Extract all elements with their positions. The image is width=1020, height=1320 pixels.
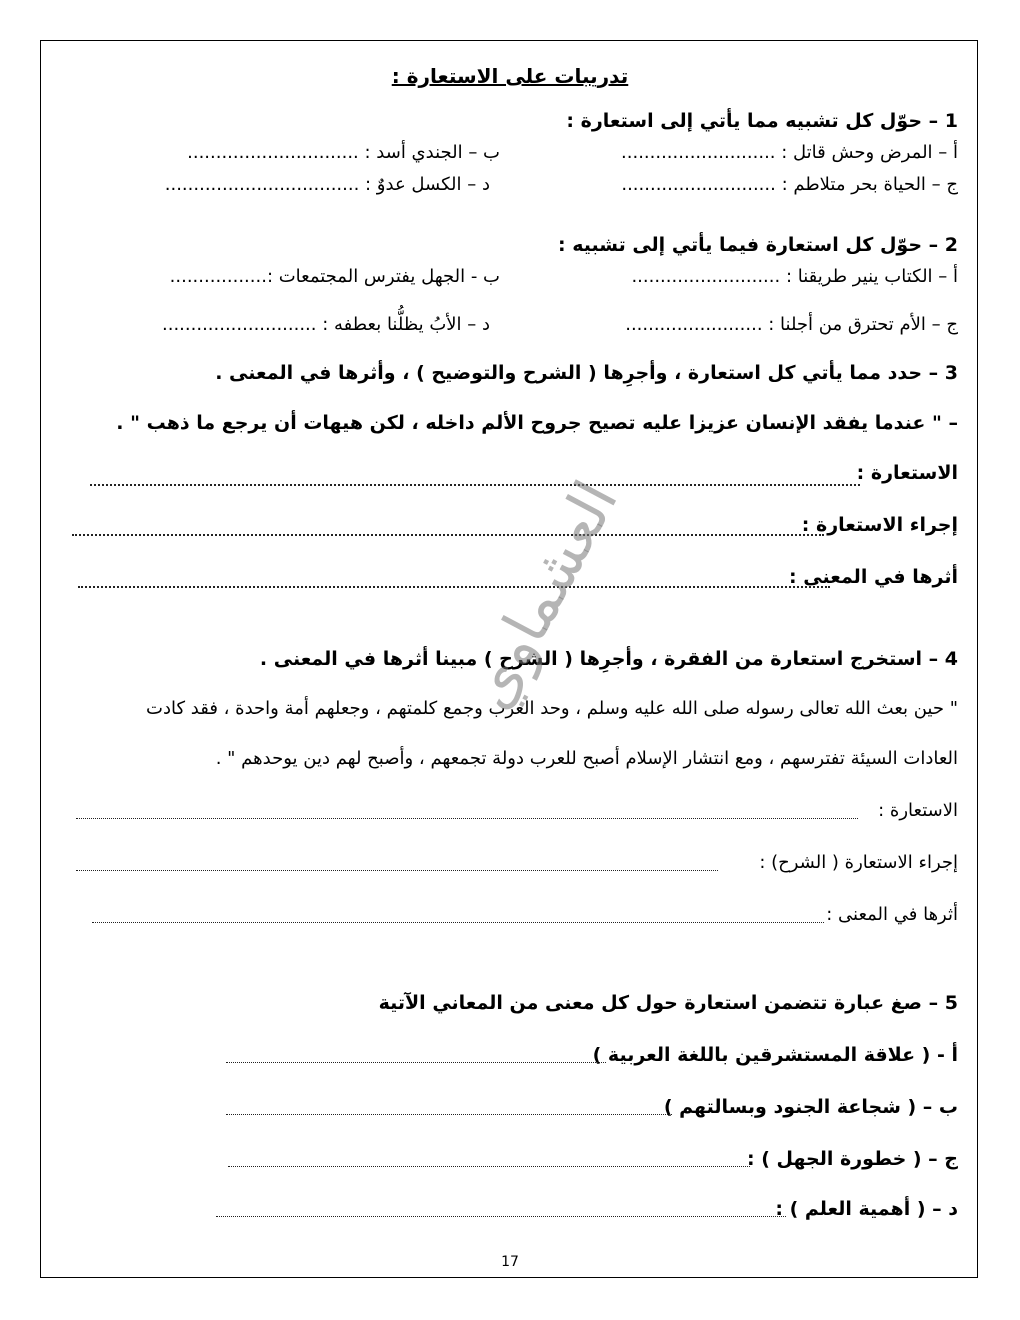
- q4-execution-answer-line[interactable]: [76, 870, 718, 871]
- q2-heading: 2 – حوّل كل استعارة فيما يأتي إلى تشبيه :: [558, 234, 958, 256]
- q5-item-c-answer-line[interactable]: [228, 1166, 750, 1167]
- page-title: تدريبات على الاستعارة :: [391, 64, 629, 88]
- page-number: 17: [501, 1254, 519, 1270]
- q3-execution-answer-line[interactable]: [72, 534, 824, 536]
- q3-heading: 3 – حدد مما يأتي كل استعارة ، وأجرِها ( الشرح والتوضيح ) ، وأثرها في المعنى .: [215, 362, 958, 384]
- q3-metaphor-answer-line[interactable]: [90, 484, 860, 486]
- q1-item-a: أ – المرض وحش قاتل : ...........................: [621, 142, 958, 163]
- q4-paragraph-line2: العادات السيئة تفترسهم ، ومع انتشار الإسلام أصبح للعرب دولة تجمعهم ، وأصبح لهم دين يوحدهم " .: [215, 748, 958, 769]
- watermark-text: العشماوي: [454, 469, 632, 721]
- q4-metaphor-answer-line[interactable]: [76, 818, 858, 819]
- q3-sentence: – " عندما يفقد الإنسان عزيزا عليه تصيح جروح الألم داخله ، لكن هيهات أن يرجع ما ذهب " .: [116, 412, 958, 434]
- q3-effect-label: أثرها في المعنى :: [789, 566, 958, 588]
- q4-metaphor-label: الاستعارة :: [878, 800, 958, 821]
- q5-item-a-answer-line[interactable]: [226, 1062, 606, 1063]
- q4-heading: 4 – استخرج استعارة من الفقرة ، وأجرِها ( الشرح ) مبينا أثرها في المعنى .: [259, 648, 958, 670]
- q5-item-d-answer-line[interactable]: [216, 1216, 786, 1217]
- q3-metaphor-label: الاستعارة :: [856, 462, 958, 484]
- q2-item-c: ج – الأم تحترق من أجلنا : ........................: [625, 314, 958, 335]
- q5-item-d: د – ( أهمية العلم ) :: [775, 1198, 958, 1220]
- q4-paragraph-line1: " حين بعث الله تعالى رسوله صلى الله عليه وسلم ، وحد العرب وجمع كلمتهم ، وجعلهم أمة واحدة ، فقد كادت: [146, 698, 958, 719]
- q1-item-c: ج – الحياة بحر متلاطم : ...........................: [621, 174, 958, 195]
- q5-item-b: ب – ( شجاعة الجنود وبسالتهم ): [663, 1096, 958, 1118]
- q5-item-c: ج – ( خطورة الجهل ) :: [747, 1148, 958, 1170]
- q4-execution-label: إجراء الاستعارة ( الشرح) :: [759, 852, 958, 873]
- q2-item-b: ب - الجهل يفترس المجتمعات :.................: [169, 266, 500, 287]
- q4-effect-answer-line[interactable]: [92, 922, 824, 923]
- q1-item-d: د – الكسل عدوٌ : ..................................: [164, 174, 490, 195]
- q4-effect-label: أثرها في المعنى :: [826, 904, 958, 925]
- q2-item-d: د – الأبُ يظلُّنا بعطفه : ...........................: [162, 314, 490, 335]
- q5-heading: 5 – صغ عبارة تتضمن استعارة حول كل معنى من المعاني الآتية: [378, 992, 958, 1014]
- q5-item-a: أ - ( علاقة المستشرقين باللغة العربية ): [592, 1044, 958, 1066]
- q3-effect-answer-line[interactable]: [78, 586, 830, 588]
- q1-heading: 1 – حوّل كل تشبيه مما يأتي إلى استعارة :: [566, 110, 958, 132]
- q3-execution-label: إجراء الاستعارة :: [801, 514, 958, 536]
- q2-item-a: أ – الكتاب ينير طريقنا : ..........................: [631, 266, 958, 287]
- q5-item-b-answer-line[interactable]: [226, 1114, 672, 1115]
- q1-item-b: ب – الجندي أسد : ..............................: [187, 142, 500, 163]
